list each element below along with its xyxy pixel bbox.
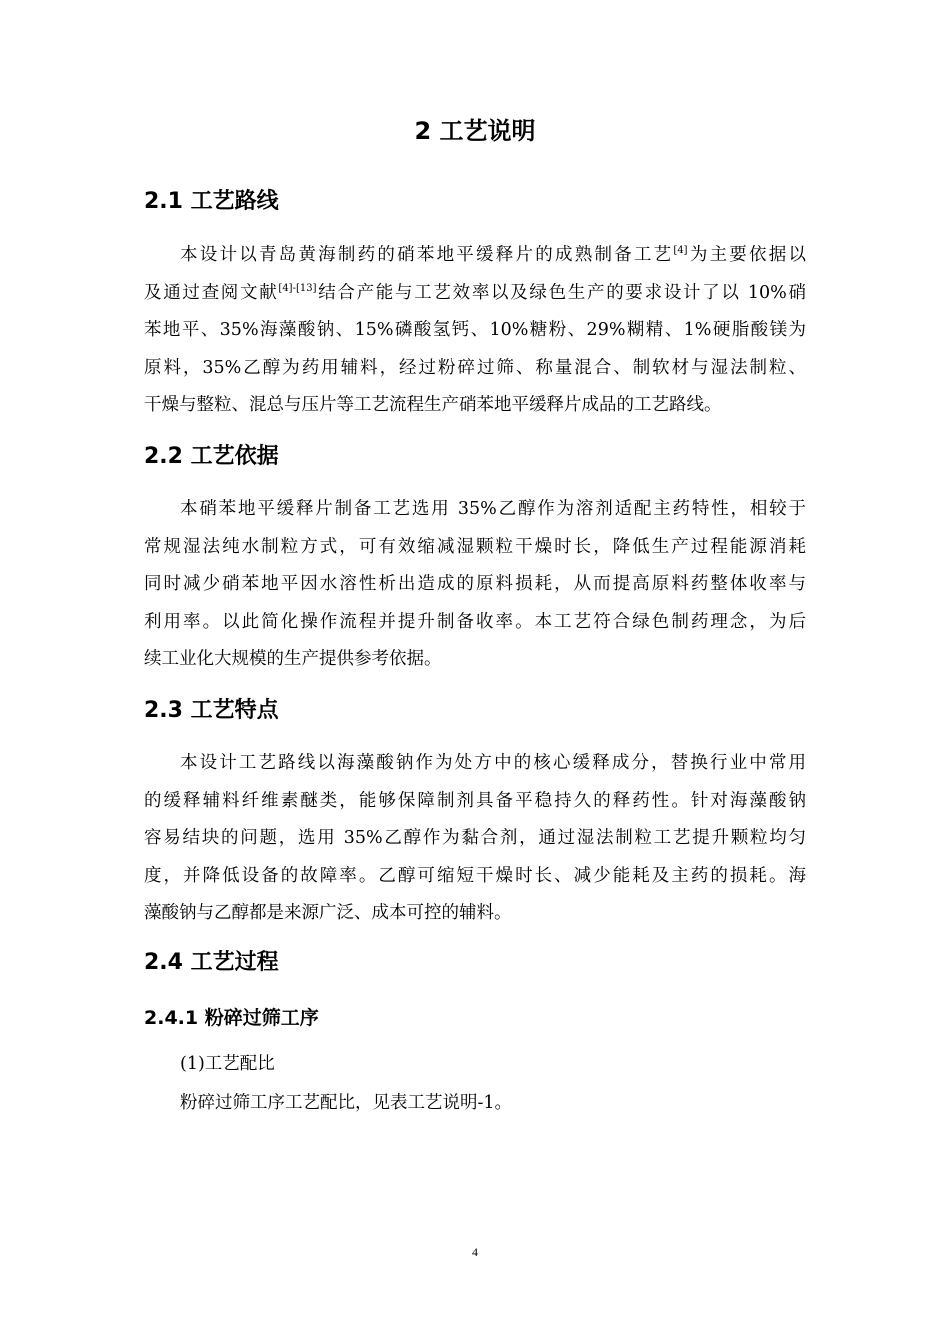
subsection-heading-2-4-1: 2.4.1 粉碎过筛工序	[144, 1007, 319, 1029]
citation-ref: [4]	[673, 245, 688, 256]
paragraph-line: 度，并降低设备的故障率。乙醇可缩短干燥时长、减少能耗及主药的损耗。海	[144, 865, 806, 886]
ratio-description: 粉碎过筛工序工艺配比，见表工艺说明-1。	[180, 1093, 513, 1113]
paragraph-line: 干燥与整粒、混总与压片等工艺流程生产硝苯地平缓释片成品的工艺路线。	[144, 395, 722, 415]
paragraph-line: 利用率。以此简化操作流程并提升制备收率。本工艺符合绿色制药理念，为后	[144, 611, 806, 632]
paragraph-line: 原料，35%乙醇为药用辅料，经过粉碎过筛、称量混合、制软材与湿法制粒、	[144, 357, 806, 378]
paragraph-process-features	[144, 745, 806, 933]
paragraph-line: 续工业化大规模的生产提供参考依据。	[144, 649, 442, 669]
paragraph-process-basis	[144, 491, 806, 679]
section-heading-2-3: 2.3 工艺特点	[144, 698, 279, 723]
paragraph-line: 同时减少硝苯地平因水溶性析出造成的原料损耗，从而提高原料药整体收率与	[144, 574, 806, 594]
paragraph-line: 本设计以青岛黄海制药的硝苯地平缓释片的成熟制备工艺[4]为主要依据以	[180, 245, 807, 265]
paragraph-line: 藻酸钠与乙醇都是来源广泛、成本可控的辅料。	[144, 903, 512, 923]
page-number: 4	[472, 1245, 478, 1259]
paragraph-line: 容易结块的问题，选用 35%乙醇作为黏合剂，通过湿法制粒工艺提升颗粒均匀	[144, 828, 806, 848]
section-heading-2-1: 2.1 工艺路线	[144, 189, 279, 214]
citation-ref: [4]-[13]	[278, 282, 317, 294]
paragraph-line: 常规湿法纯水制粒方式，可有效缩减湿颗粒干燥时长，降低生产过程能源消耗	[144, 536, 806, 557]
section-heading-2-2: 2.2 工艺依据	[144, 444, 279, 469]
list-item-ratio: (1)工艺配比	[180, 1054, 275, 1074]
section-heading-2-4: 2.4 工艺过程	[144, 950, 279, 975]
paragraph-line: 及通过查阅文献[4]-[13]结合产能与工艺效率以及绿色生产的要求设计了以 10%硝	[144, 282, 806, 303]
paragraph-line: 本硝苯地平缓释片制备工艺选用 35%乙醇作为溶剂适配主药特性，相较于	[180, 499, 806, 519]
paragraph-line: 的缓释辅料纤维素醚类，能够保障制剂具备平稳持久的释药性。针对海藻酸钠	[144, 790, 806, 811]
chapter-title: 2 工艺说明	[414, 117, 536, 145]
paragraph-line: 苯地平、35%海藻酸钠、15%磷酸氢钙、10%糖粉、29%糊精、1%硬脂酸镁为	[144, 320, 806, 340]
paragraph-line: 本设计工艺路线以海藻酸钠作为处方中的核心缓释成分，替换行业中常用	[180, 753, 806, 773]
paragraph-process-route	[144, 237, 806, 425]
